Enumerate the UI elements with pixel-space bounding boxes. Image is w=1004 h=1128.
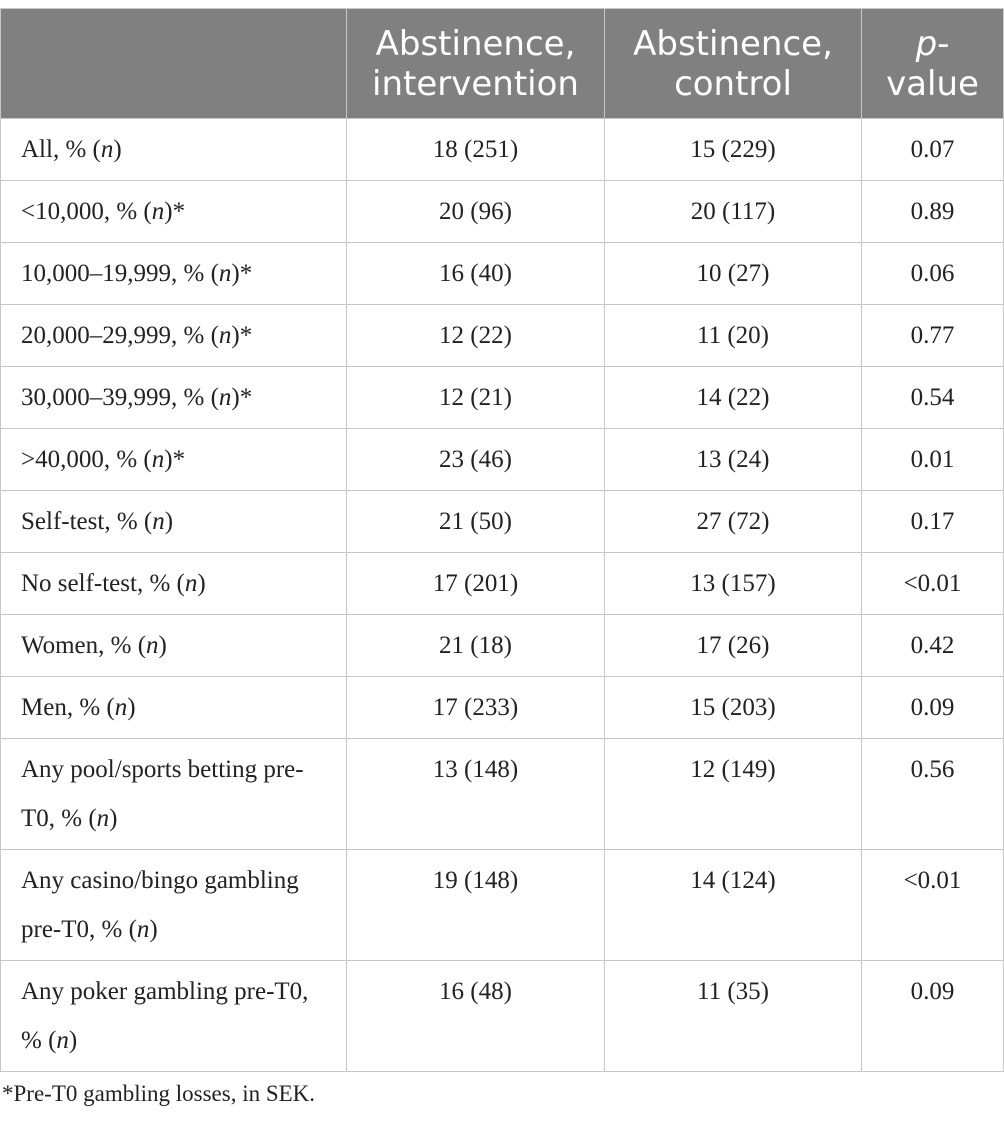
control-value: 15 (203) [605,677,862,739]
p-value: 0.06 [862,243,1004,305]
table-row [1,850,1004,961]
table-row [1,367,1004,429]
header-p-italic: p [915,23,938,64]
control-value: 15 (229) [605,119,862,181]
control-value: 14 (22) [605,367,862,429]
p-value: 0.56 [862,739,1004,850]
control-value: 14 (124) [605,850,862,961]
table-row [1,181,1004,243]
table-row [1,961,1004,1072]
row-label: Women, % (n) [1,615,347,677]
p-value: 0.77 [862,305,1004,367]
p-value: 0.17 [862,491,1004,553]
row-label: 10,000–19,999, % (n)* [1,243,347,305]
intervention-value: 18 (251) [347,119,605,181]
intervention-value: 19 (148) [347,850,605,961]
intervention-value: 21 (18) [347,615,605,677]
table-row [1,491,1004,553]
intervention-value: 16 (40) [347,243,605,305]
control-value: 13 (157) [605,553,862,615]
results-table [0,8,1004,1072]
control-value: 10 (27) [605,243,862,305]
control-value: 12 (149) [605,739,862,850]
row-label: All, % (n) [1,119,347,181]
table-row [1,305,1004,367]
table-row [1,243,1004,305]
p-value: 0.42 [862,615,1004,677]
intervention-value: 17 (201) [347,553,605,615]
table-footnote: *Pre-T0 gambling losses, in SEK. [2,1081,316,1106]
header-p-rest: -value [886,23,979,104]
table-row [1,429,1004,491]
row-label: No self-test, % (n) [1,553,347,615]
table-row [1,553,1004,615]
row-label: Self-test, % (n) [1,491,347,553]
table-row [1,615,1004,677]
row-label: Men, % (n) [1,677,347,739]
intervention-value: 20 (96) [347,181,605,243]
row-label: >40,000, % (n)* [1,429,347,491]
row-label: <10,000, % (n)* [1,181,347,243]
header-abstinence-control: Abstinence, control [605,9,862,119]
row-label: Any pool/sports betting pre-T0, % (n) [1,739,347,850]
header-abstinence-intervention: Abstinence, intervention [347,9,605,119]
header-p-value [862,9,1004,119]
p-value: 0.89 [862,181,1004,243]
intervention-value: 21 (50) [347,491,605,553]
table-row [1,119,1004,181]
intervention-value: 12 (22) [347,305,605,367]
intervention-value: 13 (148) [347,739,605,850]
intervention-value: 17 (233) [347,677,605,739]
p-value: 0.07 [862,119,1004,181]
p-value: 0.09 [862,961,1004,1072]
p-value: 0.09 [862,677,1004,739]
control-value: 27 (72) [605,491,862,553]
row-label: Any poker gambling pre-T0, % (n) [1,961,347,1072]
table-row [1,677,1004,739]
control-value: 13 (24) [605,429,862,491]
row-label: 20,000–29,999, % (n)* [1,305,347,367]
row-label: 30,000–39,999, % (n)* [1,367,347,429]
control-value: 11 (35) [605,961,862,1072]
p-value: <0.01 [862,553,1004,615]
control-value: 11 (20) [605,305,862,367]
p-value: <0.01 [862,850,1004,961]
control-value: 17 (26) [605,615,862,677]
p-value: 0.01 [862,429,1004,491]
intervention-value: 16 (48) [347,961,605,1072]
intervention-value: 12 (21) [347,367,605,429]
intervention-value: 23 (46) [347,429,605,491]
p-value: 0.54 [862,367,1004,429]
header-row [1,9,1004,119]
table-row [1,739,1004,850]
control-value: 20 (117) [605,181,862,243]
header-subgroup [1,9,347,119]
row-label: Any casino/bingo gambling pre-T0, % (n) [1,850,347,961]
